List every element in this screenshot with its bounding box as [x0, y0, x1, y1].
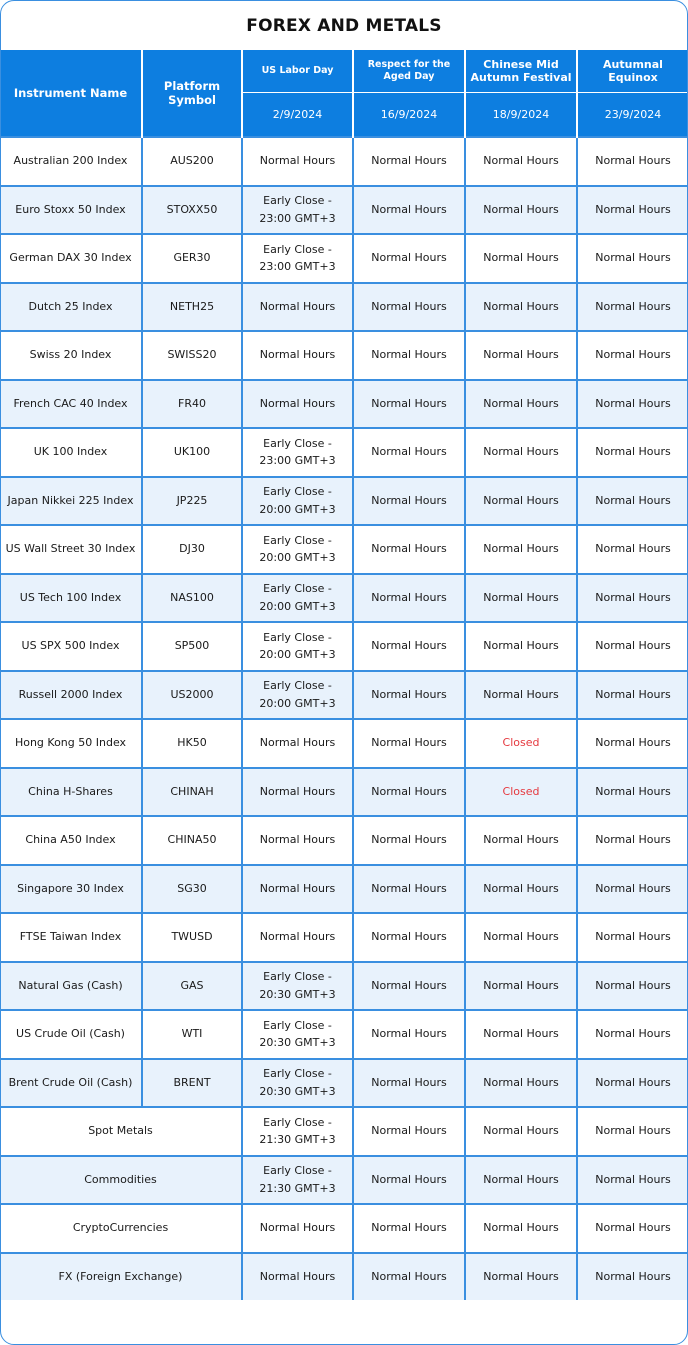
header-instrument-name: Instrument Name — [0, 50, 142, 137]
trading-hours-cell: Normal Hours — [465, 816, 577, 865]
trading-hours-cell: Normal Hours — [353, 719, 465, 768]
trading-hours-cell: Normal Hours — [465, 671, 577, 720]
trading-hours-cell: Normal Hours — [577, 1204, 688, 1253]
table-row — [0, 768, 688, 817]
instrument-name-cell: Spot Metals — [0, 1107, 242, 1156]
trading-hours-cell: Normal Hours — [353, 1059, 465, 1108]
trading-hours-cell: Normal Hours — [465, 913, 577, 962]
trading-hours-cell: Normal Hours — [465, 1204, 577, 1253]
trading-hours-cell: Normal Hours — [353, 1253, 465, 1301]
instrument-name-cell: UK 100 Index — [0, 428, 142, 477]
table-row — [0, 331, 688, 380]
trading-hours-cell: Normal Hours — [577, 137, 688, 186]
platform-symbol-cell: CHINA50 — [142, 816, 242, 865]
trading-hours-cell: Normal Hours — [465, 622, 577, 671]
table-row — [0, 380, 688, 429]
header-holiday-name: Chinese Mid Autumn Festival — [465, 50, 577, 93]
trading-hours-cell: Normal Hours — [465, 1010, 577, 1059]
trading-hours-cell: Normal Hours — [353, 768, 465, 817]
page-title: FOREX AND METALS — [246, 15, 442, 36]
trading-hours-cell: Normal Hours — [465, 234, 577, 283]
trading-hours-cell: Normal Hours — [242, 283, 353, 332]
instrument-name-cell: Euro Stoxx 50 Index — [0, 186, 142, 235]
instrument-name-cell: German DAX 30 Index — [0, 234, 142, 283]
instrument-name-cell: FX (Foreign Exchange) — [0, 1253, 242, 1301]
instrument-name-cell: FTSE Taiwan Index — [0, 913, 142, 962]
trading-hours-cell: Normal Hours — [242, 1253, 353, 1301]
trading-hours-cell: Normal Hours — [577, 1010, 688, 1059]
trading-hours-cell: Normal Hours — [465, 283, 577, 332]
table-row — [0, 1059, 688, 1108]
trading-hours-cell: Normal Hours — [577, 1156, 688, 1205]
trading-hours-cell: Normal Hours — [577, 1107, 688, 1156]
platform-symbol-cell: TWUSD — [142, 913, 242, 962]
trading-hours-cell: Normal Hours — [577, 525, 688, 574]
trading-hours-cell: Normal Hours — [465, 1059, 577, 1108]
trading-hours-cell: Normal Hours — [353, 671, 465, 720]
trading-hours-cell: Normal Hours — [465, 137, 577, 186]
instrument-name-cell: French CAC 40 Index — [0, 380, 142, 429]
table-row — [0, 137, 688, 186]
trading-hours-cell: Early Close - 20:00 GMT+3 — [242, 671, 353, 720]
platform-symbol-cell: UK100 — [142, 428, 242, 477]
header-holiday-name: US Labor Day — [242, 50, 353, 93]
platform-symbol-cell: AUS200 — [142, 137, 242, 186]
trading-hours-cell: Early Close - 23:00 GMT+3 — [242, 186, 353, 235]
trading-hours-cell: Early Close - 20:00 GMT+3 — [242, 622, 353, 671]
trading-hours-cell: Normal Hours — [353, 283, 465, 332]
table-row — [0, 1204, 688, 1253]
platform-symbol-cell: SWISS20 — [142, 331, 242, 380]
trading-hours-cell: Normal Hours — [577, 331, 688, 380]
instrument-name-cell: Swiss 20 Index — [0, 331, 142, 380]
table-row — [0, 1156, 688, 1205]
header-platform-symbol: Platform Symbol — [142, 50, 242, 137]
instrument-name-cell: Dutch 25 Index — [0, 283, 142, 332]
trading-hours-cell: Normal Hours — [465, 331, 577, 380]
instrument-name-cell: Natural Gas (Cash) — [0, 962, 142, 1011]
trading-hours-cell: Normal Hours — [465, 1107, 577, 1156]
instrument-name-cell: Brent Crude Oil (Cash) — [0, 1059, 142, 1108]
platform-symbol-cell: STOXX50 — [142, 186, 242, 235]
trading-hours-cell: Normal Hours — [577, 283, 688, 332]
trading-hours-cell: Closed — [465, 768, 577, 817]
trading-hours-cell: Normal Hours — [353, 574, 465, 623]
table-row — [0, 186, 688, 235]
trading-hours-cell: Normal Hours — [353, 1156, 465, 1205]
platform-symbol-cell: CHINAH — [142, 768, 242, 817]
trading-hours-cell: Normal Hours — [577, 768, 688, 817]
trading-hours-cell: Normal Hours — [577, 186, 688, 235]
trading-hours-cell: Normal Hours — [353, 1010, 465, 1059]
trading-hours-cell: Normal Hours — [353, 331, 465, 380]
header-holiday-date: 18/9/2024 — [465, 93, 577, 138]
trading-hours-cell: Normal Hours — [353, 816, 465, 865]
table-row — [0, 865, 688, 914]
trading-hours-cell: Normal Hours — [353, 622, 465, 671]
trading-hours-cell: Normal Hours — [465, 525, 577, 574]
header-holiday-date: 23/9/2024 — [577, 93, 688, 138]
trading-hours-cell: Normal Hours — [242, 768, 353, 817]
trading-hours-cell: Early Close - 23:00 GMT+3 — [242, 234, 353, 283]
table-row — [0, 283, 688, 332]
platform-symbol-cell: NAS100 — [142, 574, 242, 623]
trading-hours-cell: Early Close - 20:30 GMT+3 — [242, 1010, 353, 1059]
header-holiday-name: Respect for the Aged Day — [353, 50, 465, 93]
instrument-name-cell: US Wall Street 30 Index — [0, 525, 142, 574]
platform-symbol-cell: NETH25 — [142, 283, 242, 332]
trading-hours-cell: Normal Hours — [242, 913, 353, 962]
table-row — [0, 622, 688, 671]
instrument-name-cell: US SPX 500 Index — [0, 622, 142, 671]
platform-symbol-cell: DJ30 — [142, 525, 242, 574]
platform-symbol-cell: FR40 — [142, 380, 242, 429]
trading-hours-cell: Normal Hours — [353, 865, 465, 914]
table-row — [0, 1107, 688, 1156]
trading-hours-cell: Normal Hours — [353, 913, 465, 962]
trading-hours-cell: Early Close - 23:00 GMT+3 — [242, 428, 353, 477]
trading-hours-cell: Normal Hours — [465, 380, 577, 429]
trading-hours-cell: Early Close - 20:00 GMT+3 — [242, 525, 353, 574]
instrument-name-cell: US Tech 100 Index — [0, 574, 142, 623]
instrument-name-cell: China H-Shares — [0, 768, 142, 817]
trading-hours-cell: Normal Hours — [577, 865, 688, 914]
instrument-name-cell: Japan Nikkei 225 Index — [0, 477, 142, 526]
trading-hours-cell: Normal Hours — [242, 380, 353, 429]
platform-symbol-cell: US2000 — [142, 671, 242, 720]
trading-hours-cell: Normal Hours — [577, 671, 688, 720]
table-row — [0, 816, 688, 865]
instrument-name-cell: US Crude Oil (Cash) — [0, 1010, 142, 1059]
trading-hours-cell: Normal Hours — [242, 137, 353, 186]
trading-hours-cell: Normal Hours — [577, 574, 688, 623]
trading-hours-cell: Normal Hours — [577, 380, 688, 429]
trading-hours-cell: Normal Hours — [353, 186, 465, 235]
platform-symbol-cell: SP500 — [142, 622, 242, 671]
trading-hours-cell: Early Close - 21:30 GMT+3 — [242, 1107, 353, 1156]
trading-hours-cell: Normal Hours — [465, 574, 577, 623]
header-holiday-date: 2/9/2024 — [242, 93, 353, 138]
table-row — [0, 1010, 688, 1059]
trading-hours-cell: Early Close - 20:00 GMT+3 — [242, 477, 353, 526]
trading-hours-cell: Normal Hours — [577, 1253, 688, 1301]
trading-hours-cell: Normal Hours — [242, 1204, 353, 1253]
trading-hours-cell: Normal Hours — [242, 719, 353, 768]
trading-hours-cell: Normal Hours — [242, 331, 353, 380]
trading-hours-cell: Normal Hours — [242, 865, 353, 914]
platform-symbol-cell: BRENT — [142, 1059, 242, 1108]
trading-hours-cell: Normal Hours — [577, 913, 688, 962]
instrument-name-cell: Commodities — [0, 1156, 242, 1205]
trading-hours-cell: Normal Hours — [353, 477, 465, 526]
trading-hours-cell: Closed — [465, 719, 577, 768]
trading-hours-cell: Normal Hours — [465, 1253, 577, 1301]
instrument-name-cell: CryptoCurrencies — [0, 1204, 242, 1253]
trading-hours-cell: Early Close - 20:30 GMT+3 — [242, 962, 353, 1011]
trading-hours-cell: Normal Hours — [353, 525, 465, 574]
trading-hours-cell: Normal Hours — [465, 428, 577, 477]
trading-hours-cell: Normal Hours — [465, 477, 577, 526]
table-row — [0, 962, 688, 1011]
table-row — [0, 671, 688, 720]
table-row — [0, 719, 688, 768]
table-row — [0, 913, 688, 962]
platform-symbol-cell: HK50 — [142, 719, 242, 768]
trading-hours-cell: Normal Hours — [465, 962, 577, 1011]
trading-hours-cell: Normal Hours — [353, 962, 465, 1011]
trading-hours-cell: Normal Hours — [577, 962, 688, 1011]
trading-hours-cell: Normal Hours — [353, 428, 465, 477]
platform-symbol-cell: GER30 — [142, 234, 242, 283]
trading-hours-cell: Normal Hours — [577, 816, 688, 865]
trading-hours-cell: Normal Hours — [465, 186, 577, 235]
trading-hours-cell: Normal Hours — [353, 1107, 465, 1156]
table-row — [0, 1253, 688, 1301]
trading-hours-cell: Normal Hours — [577, 622, 688, 671]
table-body — [0, 137, 688, 1300]
header-holiday-name: Autumnal Equinox — [577, 50, 688, 93]
trading-hours-cell: Normal Hours — [353, 380, 465, 429]
platform-symbol-cell: JP225 — [142, 477, 242, 526]
table-row — [0, 428, 688, 477]
trading-hours-cell: Normal Hours — [465, 1156, 577, 1205]
instrument-name-cell: China A50 Index — [0, 816, 142, 865]
trading-hours-cell: Normal Hours — [577, 477, 688, 526]
instrument-name-cell: Russell 2000 Index — [0, 671, 142, 720]
table-row — [0, 477, 688, 526]
platform-symbol-cell: GAS — [142, 962, 242, 1011]
holiday-schedule-table — [0, 50, 688, 1300]
trading-hours-cell: Normal Hours — [465, 865, 577, 914]
trading-hours-cell: Normal Hours — [577, 1059, 688, 1108]
trading-hours-cell: Normal Hours — [353, 234, 465, 283]
trading-hours-cell: Normal Hours — [577, 234, 688, 283]
trading-hours-cell: Early Close - 20:30 GMT+3 — [242, 1059, 353, 1108]
trading-hours-cell: Normal Hours — [242, 816, 353, 865]
trading-hours-cell: Normal Hours — [577, 428, 688, 477]
platform-symbol-cell: WTI — [142, 1010, 242, 1059]
instrument-name-cell: Hong Kong 50 Index — [0, 719, 142, 768]
trading-hours-cell: Normal Hours — [353, 1204, 465, 1253]
platform-symbol-cell: SG30 — [142, 865, 242, 914]
table-row — [0, 525, 688, 574]
trading-hours-cell: Early Close - 20:00 GMT+3 — [242, 574, 353, 623]
trading-hours-cell: Early Close - 21:30 GMT+3 — [242, 1156, 353, 1205]
instrument-name-cell: Singapore 30 Index — [0, 865, 142, 914]
table-row — [0, 234, 688, 283]
table-row — [0, 574, 688, 623]
header-holiday-date: 16/9/2024 — [353, 93, 465, 138]
trading-hours-cell: Normal Hours — [577, 719, 688, 768]
instrument-name-cell: Australian 200 Index — [0, 137, 142, 186]
trading-hours-cell: Normal Hours — [353, 137, 465, 186]
